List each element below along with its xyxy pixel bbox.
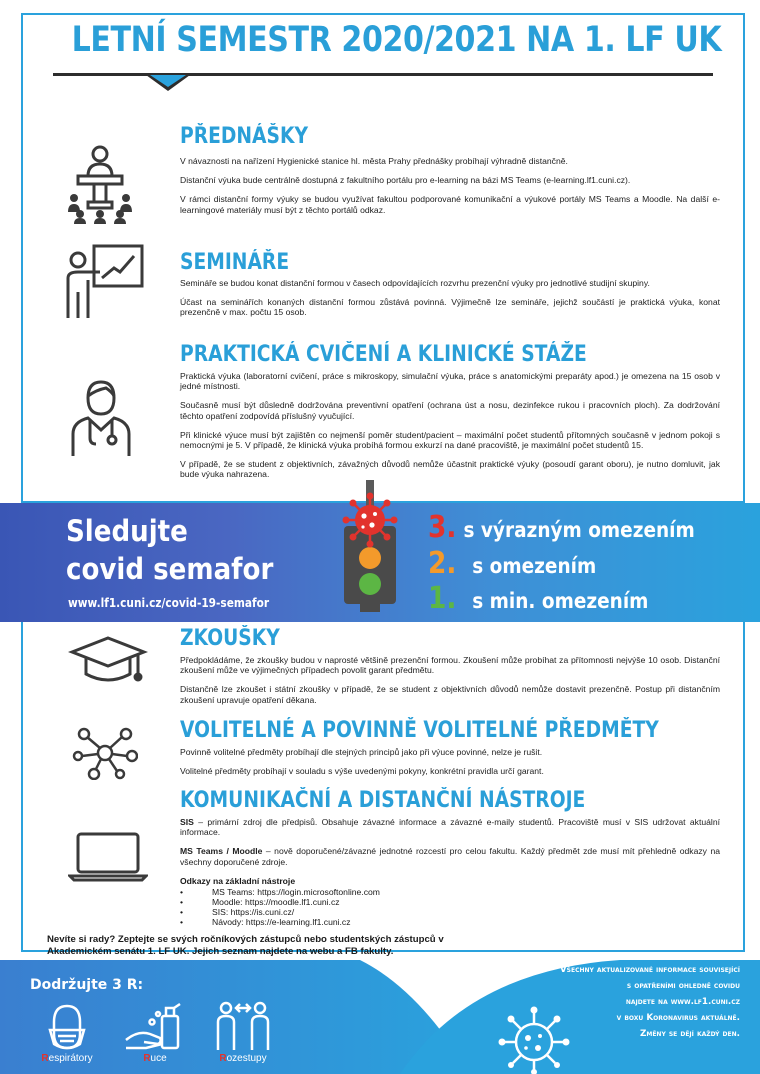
presentation-board-icon	[64, 242, 146, 322]
semafor-title	[66, 512, 273, 588]
rule-hands	[120, 1053, 190, 1064]
semafor-title-line2: covid semafor	[66, 552, 274, 586]
tools-links-heading: Odkazy na základní nástroje	[180, 875, 296, 886]
rule-respirators-initial: R	[41, 1053, 49, 1064]
lectures-p1: V návaznosti na nařízení Hygienické stanice hl. města Prahy přednášky probíhají výhradně distančně.	[180, 156, 568, 166]
tools-sis-paragraph	[180, 817, 720, 837]
practical-p4: V případě, že se student z objektivních, závažných důvodů nemůže účastnit praktické výuky (posoudí garant oboru), je nutno domluvit, jak bude výuka nahrazena.	[180, 459, 720, 480]
seminars-p1: Semináře se budou konat distanční formou v časech odpovídajících rozvrhu prezenční výuky pro jednotlivé studijní skupiny.	[180, 278, 650, 288]
level-3-number: 3.	[428, 510, 457, 545]
network-nodes-icon	[72, 726, 138, 780]
footer-info-line1: Všechny aktualizované informace související	[559, 965, 740, 975]
electives-heading: VOLITELNÉ A POVINNĚ VOLITELNÉ PŘEDMĚTY	[180, 718, 659, 743]
footer-info-line4: v boxu Koronavirus aktuálně.	[616, 1013, 740, 1023]
level-1-label: s min. omezením	[472, 589, 649, 613]
distance-icon	[214, 1000, 272, 1052]
traffic-light-icon	[330, 476, 410, 612]
section-practical	[180, 342, 720, 480]
tools-teams-text: – nově doporučené/závazné jednotné rozcestí pro celou fakultu. Každý předmět zde musí mít přehledně odkazy na všechny doporučené zdroje.	[180, 846, 721, 867]
footer-info-line5: Změny se dějí každý den.	[639, 1029, 740, 1039]
tools-sis-label: SIS	[180, 817, 194, 827]
electives-p2: Volitelné předměty probíhají v souladu s výše uvedenými pokyny, konkrétní pravidla určí garant.	[180, 766, 544, 777]
footer-info-line2: s opatřeními ohledně covidu	[626, 981, 740, 991]
page-title: LETNÍ SEMESTR 2020/2021 NA 1. LF UK	[71, 20, 722, 60]
hand-sanitizer-icon	[124, 1000, 184, 1052]
graduation-cap-icon	[68, 634, 148, 690]
tools-sis-text: – primární zdroj dle předpisů. Obsahuje závazné informace a závazné e-maily studentů. Pracoviště musí v SIS udržovat aktuální informace.	[180, 817, 720, 838]
level-1-number: 1.	[428, 581, 457, 616]
lectures-p3: V rámci distanční formy výuky se budou využívat fakultou podporované komunikační a výukové portály MS Teams a Moodle. Na další e-learningové materiály musí být z těchto portálů odkaz.	[180, 194, 720, 215]
tools-teams-label: MS Teams / Moodle	[180, 846, 263, 857]
footer-info	[470, 962, 740, 1042]
rule-distance	[208, 1053, 278, 1064]
practical-p2: Současně musí být důsledně dodržována preventivní opatření (ochrana úst a nosu, dezinfekce rukou i pracovních ploch). Za dodržování těchto opatření zodpovídá příslušný vyučující.	[180, 400, 720, 421]
footer-info-line3: najdete na www.lf1.cuni.cz	[625, 997, 740, 1007]
level-2-number: 2.	[428, 546, 457, 581]
tools-heading: KOMUNIKAČNÍ A DISTANČNÍ NÁSTROJE	[180, 788, 586, 813]
section-tools	[180, 788, 720, 928]
exams-heading: ZKOUŠKY	[180, 626, 280, 651]
exams-p1: Předpokládáme, že zkoušky budou v naprosté většině prezenční formou. Zkoušení může probíhat za přítomnosti nejvýše 10 osob. Distanční zkoušení může ve výjimečných případech povolit garant předmětu.	[180, 655, 720, 676]
rule-distance-rest: ozestupy	[226, 1053, 267, 1064]
help-note: Nevíte si rady? Zeptejte se svých ročníkových zástupců nebo studentských zástupců v Akademickém senátu 1. LF UK. Jejich seznam najdete na webu a FB fakulty.	[47, 934, 444, 957]
lecturer-icon	[66, 144, 134, 224]
respirator-icon	[42, 1004, 92, 1052]
semafor-url-link[interactable]: www.lf1.cuni.cz/covid-19-semafor	[68, 596, 270, 610]
practical-p3: Při klinické výuce musí být zajištěn co nejmenší poměr student/pacient – maximální počet studentů přítomných současně v jednom pokoji s nemocnými je 5. V případě, že klinická výuka probíhá formou exkurzí na dané pracoviště, je maximální počet studentů 15.	[180, 429, 720, 451]
section-lectures	[180, 124, 720, 215]
section-seminars	[180, 250, 720, 318]
level-3-label: s výrazným omezením	[463, 518, 695, 542]
section-electives	[180, 718, 720, 776]
rule-hands-initial: R	[143, 1053, 151, 1064]
rule-respirators-rest: espirátory	[48, 1053, 93, 1064]
semafor-level-3	[428, 510, 695, 545]
rule-distance-initial: R	[219, 1053, 227, 1064]
seminars-p2: Účast na seminářích konaných distanční formou zůstává povinná. Výjimečně lze semináře, jejichž součástí je praktická výuka, konat prezenčně v max. počtu 15 osob.	[180, 297, 720, 318]
link-moodle[interactable]: • Moodle: https://moodle.lf1.cuni.cz	[180, 897, 720, 907]
practical-heading: PRAKTICKÁ CVIČENÍ A KLINICKÉ STÁŽE	[180, 342, 587, 367]
exams-p2: Distančně lze zkoušet i státní zkoušky v případě, že se student z objektivních důvodů nemůže dostavit prezenčně. Postup při distančním zkoušení upravuje opatření děkana.	[180, 684, 720, 705]
rules-title: Dodržujte 3 R:	[30, 977, 144, 993]
link-sis[interactable]: • SIS: https://is.cuni.cz/	[180, 907, 720, 917]
section-exams	[180, 626, 720, 705]
tools-links-list	[180, 887, 720, 928]
rule-respirators	[32, 1053, 102, 1064]
lectures-p2: Distanční výuka bude centrálně dostupná z fakultního portálu pro e-learning na bázi MS Teams (e-learning.lf1.cuni.cz).	[180, 175, 631, 186]
link-ms-teams[interactable]: • MS Teams: https://login.microsoftonline.com	[180, 887, 720, 897]
doctor-icon	[70, 378, 132, 458]
practical-p1: Praktická výuka (laboratorní cvičení, práce s mikroskopy, simulační výuka, práce s anatomickými preparáty apod.) je omezena na 15 osob v jedné místnosti.	[180, 371, 720, 392]
title-chevron-inner	[150, 75, 186, 87]
electives-p1: Povinně volitelné předměty probíhají dle stejných principů jako při výuce povinné, nelze je rušit.	[180, 747, 543, 757]
semafor-title-line1: Sledujte	[66, 514, 188, 548]
seminars-heading: SEMINÁŘE	[180, 250, 290, 275]
lectures-heading: PŘEDNÁŠKY	[180, 124, 309, 149]
link-guides[interactable]: • Návody: https://e-learning.lf1.cuni.cz	[180, 917, 720, 927]
level-2-label: s omezením	[472, 554, 597, 578]
semafor-level-1	[428, 581, 648, 616]
tools-teams-paragraph	[180, 846, 720, 866]
semafor-level-2	[428, 546, 596, 581]
rule-hands-rest: uce	[150, 1053, 167, 1064]
laptop-icon	[68, 830, 148, 882]
